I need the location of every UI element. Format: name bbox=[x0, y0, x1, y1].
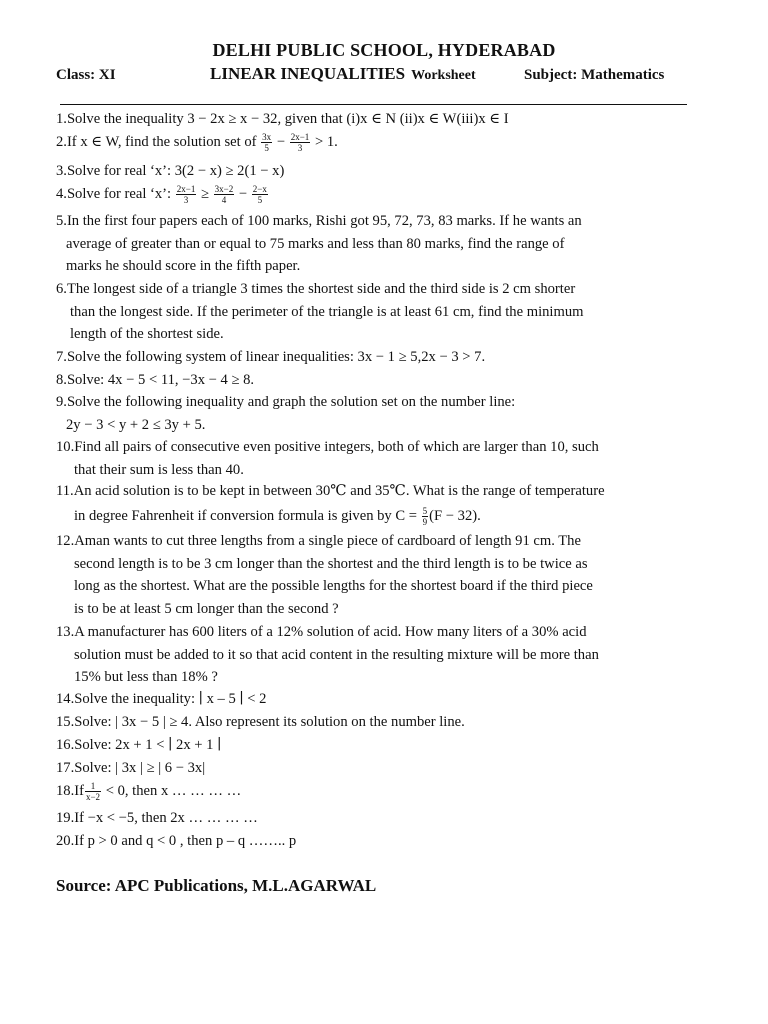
question-16: 16.Solve: 2x + 1 < ∣ 2x + 1 ∣ bbox=[56, 737, 222, 753]
question-line: long as the shortest. What are the possible lengths for the shortest board if the third piece bbox=[74, 578, 593, 595]
numerator: 5 bbox=[422, 505, 428, 516]
question-line: 10.Find all pairs of consecutive even positive integers, both of which are larger than 10, such bbox=[56, 439, 599, 455]
question-13 bbox=[56, 621, 599, 689]
question-15: 15.Solve: | 3x − 5 | ≥ 4. Also represent its solution on the number line. bbox=[56, 714, 465, 730]
question-4-text: 4.Solve for real ‘x’: bbox=[56, 186, 172, 202]
topic-name: LINEAR INEQUALITIES bbox=[210, 64, 406, 83]
question-line: 2y − 3 < y + 2 ≤ 3y + 5. bbox=[66, 416, 206, 433]
fraction bbox=[85, 781, 101, 802]
question-line: second length is to be 3 cm longer than the shortest and the third length is to be twice as bbox=[74, 555, 588, 572]
denominator: 5 bbox=[257, 195, 263, 206]
question-line: 15% but less than 18% ? bbox=[74, 669, 218, 686]
denominator: 3 bbox=[183, 195, 189, 206]
class-label: Class: XI bbox=[56, 67, 116, 83]
question-line: length of the shortest side. bbox=[70, 326, 224, 343]
numerator: 3x−2 bbox=[214, 184, 234, 195]
question-9 bbox=[56, 391, 515, 436]
fraction bbox=[290, 132, 311, 153]
denominator: 3 bbox=[297, 143, 303, 154]
question-line: than the longest side. If the perimeter of the triangle is at least 61 cm, find the minimum bbox=[70, 303, 584, 320]
denominator: 9 bbox=[422, 516, 428, 527]
fraction bbox=[214, 184, 235, 205]
question-line bbox=[56, 505, 605, 528]
question-line: 12.Aman wants to cut three lengths from a single piece of cardboard of length 91 cm. The bbox=[56, 533, 581, 549]
question-8: 8.Solve: 4x − 5 < 11, −3x − 4 ≥ 8. bbox=[56, 372, 255, 388]
numerator: 1 bbox=[85, 781, 101, 792]
question-11-formula-rest: (F − 32). bbox=[429, 507, 481, 524]
numerator: 2x−1 bbox=[290, 132, 310, 143]
fraction bbox=[252, 184, 268, 205]
question-line: 5.In the first four papers each of 100 marks, Rishi got 95, 72, 73, 83 marks. If he wants an bbox=[56, 213, 582, 229]
denominator: 4 bbox=[221, 195, 227, 206]
question-line: marks he should score in the fifth paper. bbox=[66, 258, 301, 275]
question-10 bbox=[56, 436, 599, 481]
school-name: DELHI PUBLIC SCHOOL, HYDERABAD bbox=[212, 40, 556, 60]
question-18-suffix: < 0, then x … … … … bbox=[105, 783, 242, 799]
question-2-text: 2.If x ∈ W, find the solution set of bbox=[56, 134, 257, 150]
question-4 bbox=[56, 183, 269, 206]
question-12 bbox=[56, 530, 593, 620]
minus-sign: − bbox=[276, 134, 286, 150]
question-14: 14.Solve the inequality: ∣ x – 5 ∣ < 2 bbox=[56, 691, 267, 707]
numerator: 3x bbox=[262, 132, 272, 143]
question-2 bbox=[56, 131, 338, 154]
question-line: 11.An acid solution is to be kept in between 30℃ and 35℃. What is the range of temperature bbox=[56, 483, 605, 499]
header-divider bbox=[60, 104, 687, 105]
minus-sign: − bbox=[238, 186, 248, 202]
numerator: 2x−1 bbox=[176, 184, 196, 195]
geq-sign: ≥ bbox=[200, 186, 209, 202]
question-3: 3.Solve for real ‘x’: 3(2 − x) ≥ 2(1 − x) bbox=[56, 163, 285, 179]
question-line: 6.The longest side of a triangle 3 times the shortest side and the third side is 2 cm shorter bbox=[56, 281, 576, 297]
question-line: 9.Solve the following inequality and graph the solution set on the number line: bbox=[56, 394, 516, 410]
question-5 bbox=[56, 210, 582, 278]
question-line: is to be at least 5 cm longer than the second ? bbox=[74, 600, 339, 617]
question-2-suffix: > 1. bbox=[314, 134, 338, 150]
question-20: 20.If p > 0 and q < 0 , then p – q …….. p bbox=[56, 833, 297, 849]
topic-title bbox=[210, 64, 476, 84]
fraction bbox=[422, 506, 429, 527]
denominator: 5 bbox=[264, 143, 269, 154]
source-citation: Source: APC Publications, M.L.AGARWAL bbox=[56, 876, 377, 895]
denominator: x−2 bbox=[85, 792, 101, 803]
question-18-text: 18.If bbox=[56, 783, 84, 799]
question-7: 7.Solve the following system of linear inequalities: 3x − 1 ≥ 5,2x − 3 > 7. bbox=[56, 349, 486, 365]
numerator: 2−x bbox=[252, 184, 267, 195]
subject-label: Subject: Mathematics bbox=[524, 67, 665, 83]
question-19: 19.If −x < −5, then 2x … … … … bbox=[56, 810, 258, 826]
question-11-formula-text: in degree Fahrenheit if conversion formula is given by C = bbox=[74, 507, 417, 524]
fraction bbox=[261, 132, 272, 153]
question-line: solution must be added to it so that acid content in the resulting mixture will be more than bbox=[74, 646, 599, 663]
fraction bbox=[176, 184, 197, 205]
worksheet-label: Worksheet bbox=[411, 68, 476, 83]
question-line: 13.A manufacturer has 600 liters of a 12% solution of acid. How many liters of a 30% acid bbox=[56, 624, 587, 640]
question-line: average of greater than or equal to 75 marks and less than 80 marks, find the range of bbox=[66, 235, 565, 252]
question-18 bbox=[56, 780, 241, 803]
question-11 bbox=[56, 480, 605, 527]
question-17: 17.Solve: | 3x | ≥ | 6 − 3x| bbox=[56, 760, 206, 776]
question-line: that their sum is less than 40. bbox=[74, 461, 244, 478]
question-1: 1.Solve the inequality 3 − 2x ≥ x − 32, given that (i)x ∈ N (ii)x ∈ W(iii)x ∈ I bbox=[56, 111, 509, 127]
question-6 bbox=[56, 278, 583, 346]
